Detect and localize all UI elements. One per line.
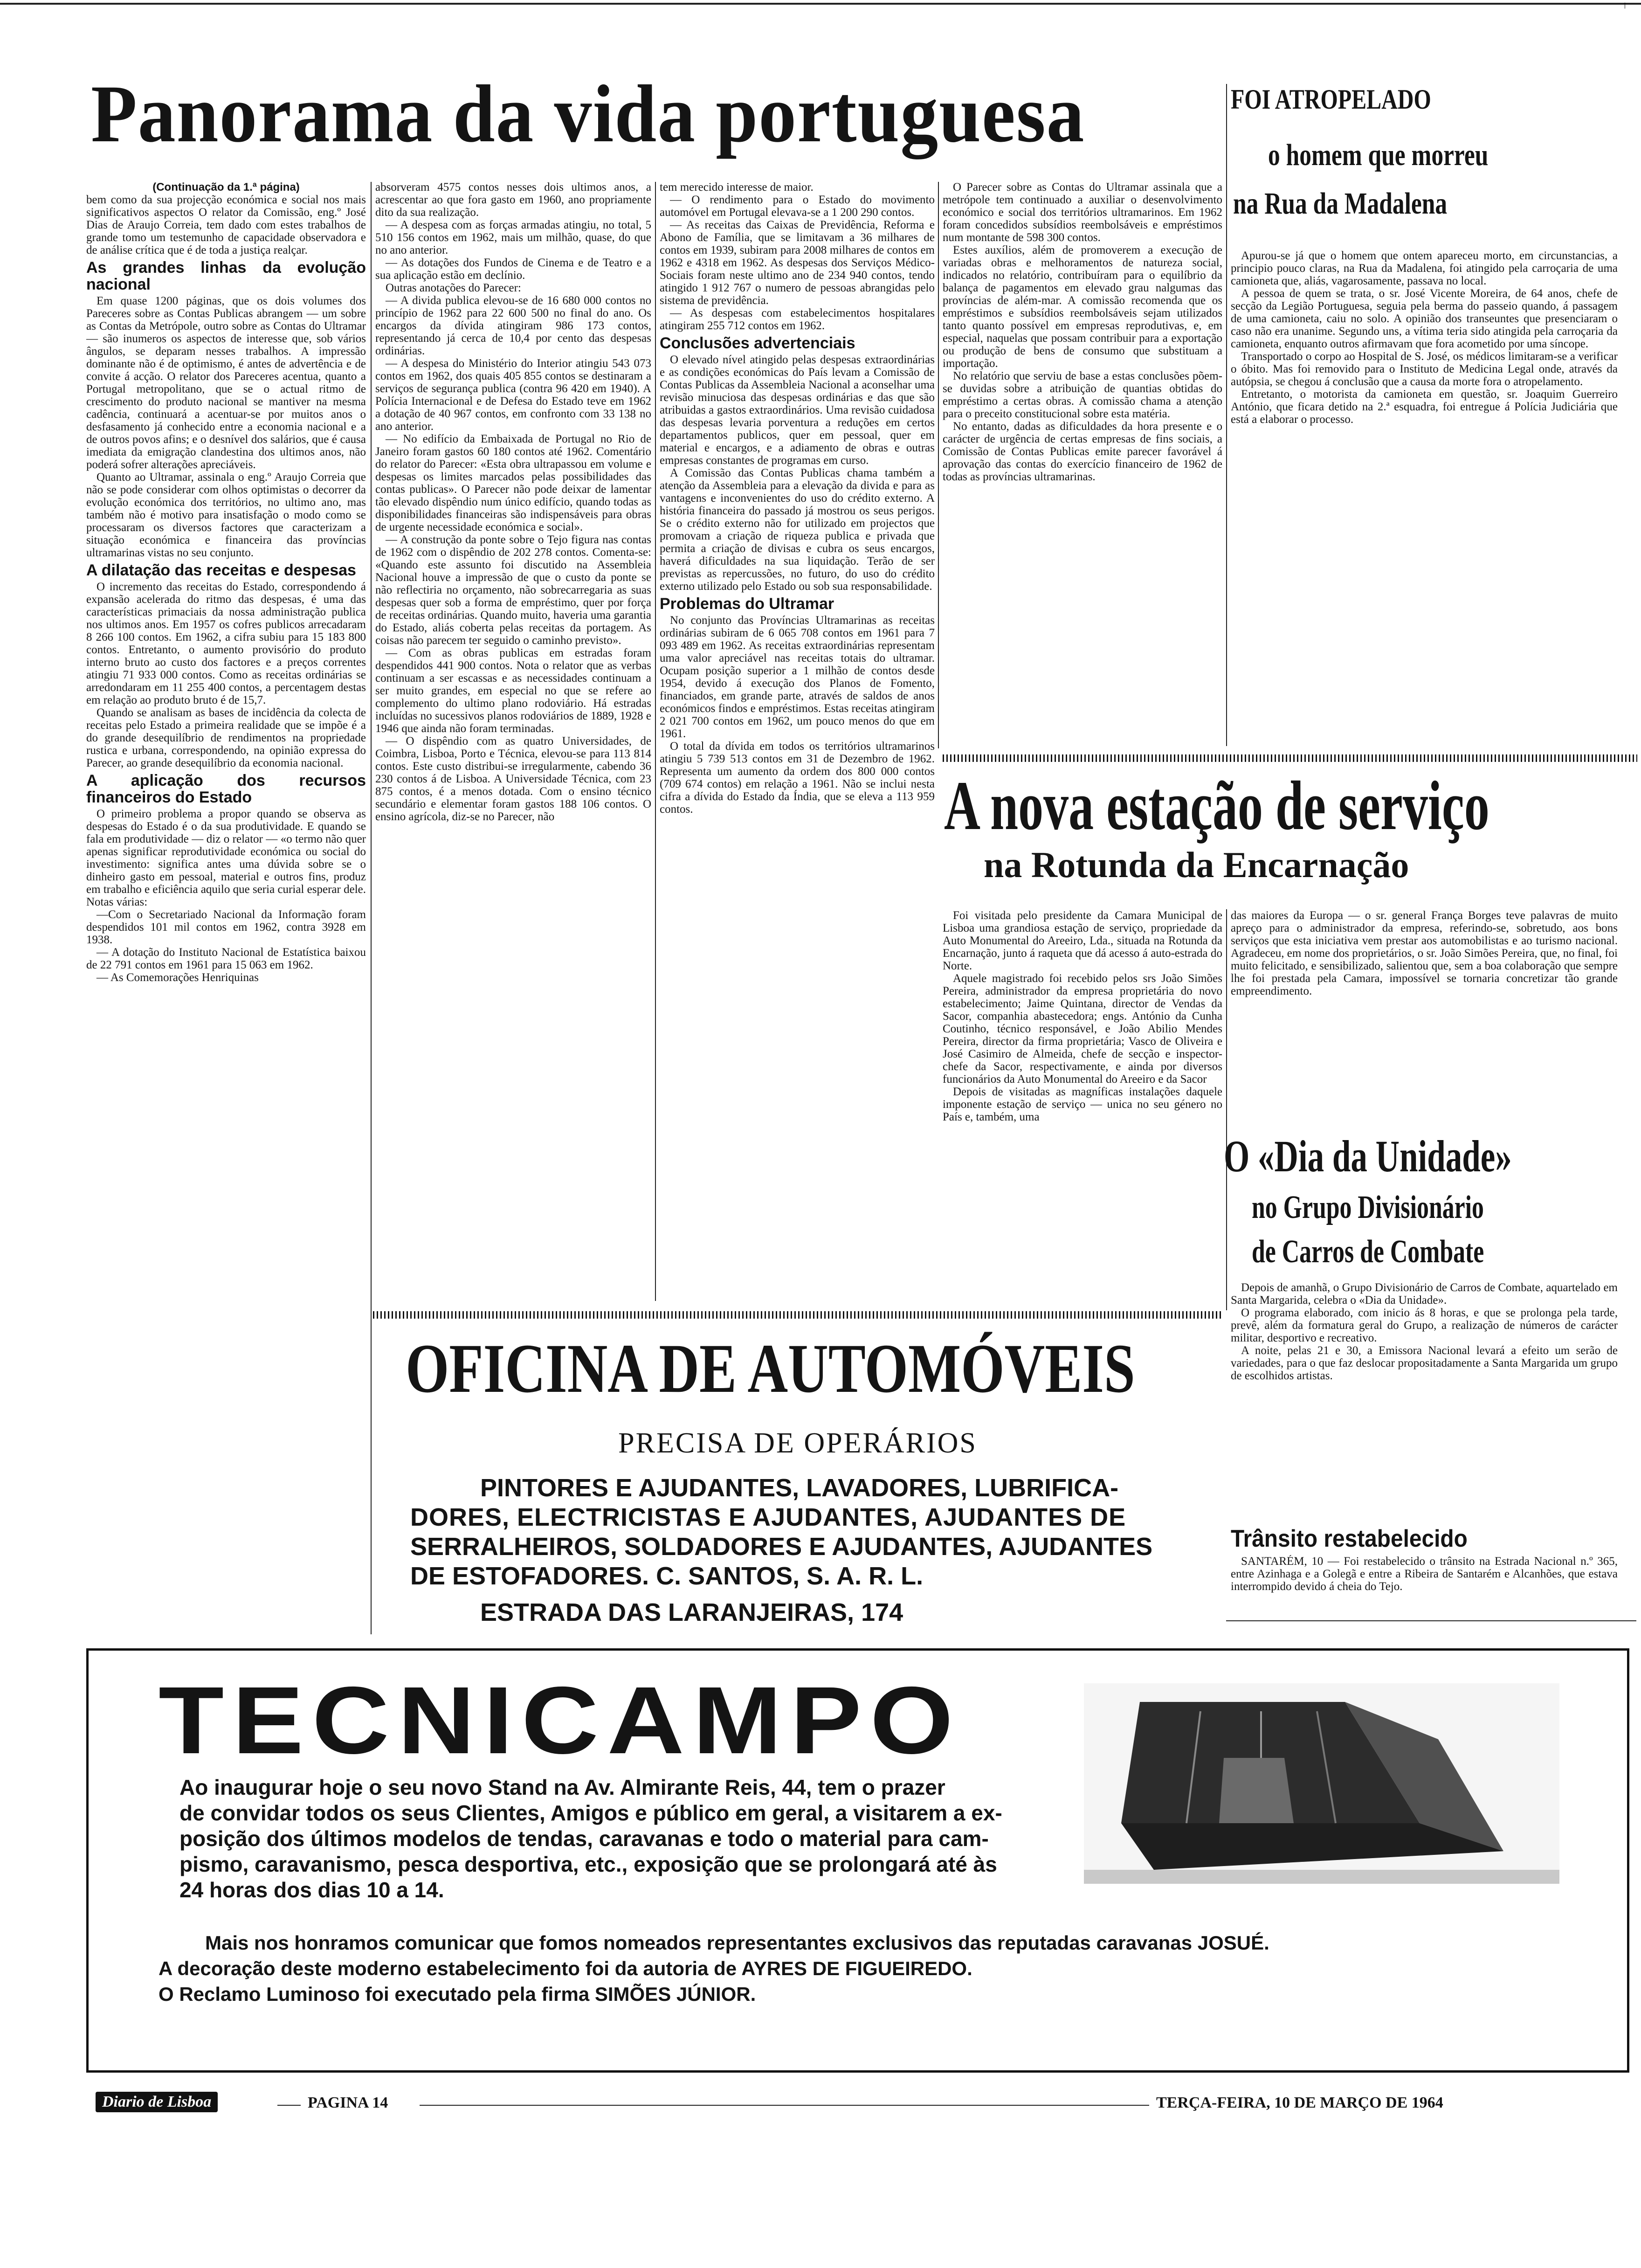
paragraph: No relatório que serviu de base a estas conclusões põem-se duvidas sobre a atribuição de quantias obtidas do empréstimo a certas obras. A comissão chama a atenção para o preceito constitucional sobre esta matéria. [943, 370, 1222, 420]
paragraph: Apurou-se já que o homem que ontem apareceu morto, em circunstancias, a principio pouco claras, na Rua da Madalena, foi atingido pela carroçaria de uma camioneta que, aliás, vagarosamente, passava no local. [1231, 249, 1618, 287]
paragraph: A noite, pelas 21 e 30, a Emissora Nacional levará a efeito um serão de variedades, para o que faz deslocar propositadamente a Santa Margarida um grupo de escolhidos artistas. [1231, 1344, 1618, 1382]
tecnicampo-line: Ao inaugurar hoje o seu novo Stand na Av. Almirante Reis, 44, tem o prazer [179, 1775, 945, 1799]
top-corner-mark: ↑ [1622, 0, 1627, 11]
side-headline-1: FOI ATROPELADO [1231, 84, 1431, 115]
paragraph: No conjunto das Províncias Ultramarinas as receitas ordinárias subiram de 6 065 708 contos em 1961 para 7 093 489 em 1962. As receitas extraordinárias representam uma valor apreciável nas receitas totais do ultramar. Ocupam posição superior a 1 milhão de contos desde 1954, devido á execução dos Planos de Fomento, financiados, em grande parte, através de saldos de anos económicos findos e empréstimos. Estas receitas atingiram 2 021 700 contos em 1962, um pouco menos do que em 1961. [660, 614, 935, 740]
footer-rule [420, 2105, 1149, 2106]
tecnicampo-line: 24 horas dos dias 10 a 14. [179, 1878, 444, 1902]
tent-image [1084, 1683, 1559, 1884]
paragraph: — O dispêndio com as quatro Universidades, de Coimbra, Lisboa, Porto e Técnica, elevou-se para 113 814 contos. Este custo distribui-se irregularmente, cabendo 36 230 contos á de Lisboa. A Universidade Técnica, com 23 875 contos, é a menos dotada. Com o ensino técnico secundário e elementar foram gastos 188 106 contos. O ensino agrícola, diz-se no Parecer, não [375, 735, 651, 823]
paragraph: — A despesa com as forças armadas atingiu, no total, 5 510 156 contos em 1962, mais um milhão, quase, do que no ano anterior. [375, 219, 651, 256]
paragraph: Em quase 1200 páginas, que os dois volumes dos Pareceres sobre as Contas Publicas abrangem — um sobre as Contas da Metrópole, outro sobre as Contas do Ultramar — são inumeros os aspectos de interesse que, sob vários ângulos, se deparam nesses trabalhos. A impressão dominante não é de optimismo, é antes de advertência e de convite á acção. O relator dos Pareceres acentua, quanto a Portugal metropolitano, que se o actual ritmo de crescimento do produto nacional se mantiver na mesma cadência, continuará a acentuar-se por muitos anos o desfasamento já conhecido entre a economia nacional e a de outros povos afins; e o desnível dos salários, que é causa imediata da emigração clandestina dos ultimos anos, não poderá sofrer alterações apreciáveis. [86, 295, 366, 471]
paragraph: Depois de visitadas as magníficas instalações daquele imponente estação de serviço — unica no seu género no País e, também, uma [943, 1086, 1222, 1123]
page-headline: Panorama da vida portuguesa [91, 69, 1085, 159]
oficina-ad [373, 1320, 1222, 1641]
footer-rule [277, 2105, 301, 2106]
article-column-2 [375, 181, 651, 1295]
column-rule [371, 182, 372, 1634]
tecnicampo-title: TECNICAMPO [159, 1667, 962, 1774]
column-rule [1226, 909, 1227, 1310]
paragraph: Estes auxílios, além de promoverem a execução de variadas obras e melhoramentos de natureza social, indicados no relatório, contribuíram para o equilíbrio da balança de pagamentos em elevado grau nalgumas das províncias de além-mar. A comissão recomenda que os empréstimos e subsídios reembolsáveis sejam utilizados tanto quanto possível em empresas reprodutivas, e, em especial, naquelas que possam contribuir para a exportação ou produção de bens de consumo que substituam a importação. [943, 244, 1222, 370]
oficina-line: PINTORES E AJUDANTES, LAVADORES, LUBRIFICA- [480, 1474, 1119, 1502]
paragraph: — A divida publica elevou-se de 16 680 000 contos no princípio de 1962 para 22 600 500 no final do ano. Os encargos da dívida atingiram 986 173 contos, representando já cerca de 10,4 por cento das despesas ordinárias. [375, 294, 651, 357]
article-column-1 [86, 181, 366, 1636]
oficina-line: DORES, ELECTRICISTAS E AJUDANTES, AJUDANTES DE [410, 1503, 1126, 1531]
paragraph: — As Comemorações Henriquinas [97, 971, 259, 984]
subheading: As grandes linhas da evolução nacional [86, 259, 366, 293]
oficina-title: OFICINA DE AUTOMÓVEIS [406, 1330, 1135, 1407]
paragraph: — As despesas com estabelecimentos hospitalares atingiram 255 712 contos em 1962. [660, 307, 935, 332]
paragraph: Quando se analisam as bases de incidência da colecta de receitas pelo Estado a primeira realidade que se impõe é a do grande desequilíbrio de rendimentos na propriedade rustica e urbana, correspondendo, na opinião expressa do Parecer, ao grande desequilíbrio da economia nacional. [86, 706, 366, 769]
tecnicampo-ad [86, 1648, 1629, 2073]
paragraph: — Com as obras publicas em estradas foram despendidos 441 900 contos. Nota o relator que as verbas continuam a ser escassas e as necessidades continuam a ser muito grandes, em especial no que se refere ao complemento do ultimo plano rodoviário. Há estradas incluídas no sucessivos planos rodoviários de 1889, 1928 e 1946 que ainda não foram terminadas. [375, 647, 651, 735]
paragraph: Entretanto, o motorista da camioneta em questão, sr. Joaquim Guerreiro António, que ficara detido na 2.ª esquadra, foi entregue á Polícia Judiciária que está a elaborar o processo. [1231, 388, 1618, 426]
estacao-headline: A nova estação de serviço [944, 767, 1489, 844]
subheading: Problemas do Ultramar [660, 595, 834, 613]
transito-headline: Trânsito restabelecido [1231, 1525, 1468, 1552]
paragraph: A Comissão das Contas Publicas chama também a atenção da Assembleia para a elevação da divida e para as vantagens e inconvenientes do uso do crédito externo. A história financeira do passado já mostrou os seus perigos. Se o crédito externo não for utilizado em projectos que promovam a criação de riqueza publica e privada que permita a criação de divisas e cubra os seus encargos, haverá dificuldades na sua liquidação. Terão de ser previstas as repercussões, no futuro, do uso do crédito externo utilizado pelo Estado ou sob sua responsabilidade. [660, 467, 935, 593]
top-rule [0, 3, 1641, 5]
paragraph: Transportado o corpo ao Hospital de S. José, os médicos limitaram-se a verificar o óbito. Mas foi removido para o Instituto de Medicina Legal onde, através da autópsia, se chegou á conclusão que a causa da morte fora o atropelamento. [1231, 350, 1618, 388]
decorative-stripe [373, 1311, 1222, 1319]
unidade-headline: O «Dia da Unidade» [1224, 1131, 1512, 1181]
side-article [1231, 249, 1618, 748]
column-rule [655, 182, 656, 1301]
tecnicampo-line: O Reclamo Luminoso foi executado pela firma SIMÕES JÚNIOR. [159, 1983, 756, 2005]
paragraph: bem como da sua projecção económica e social nos mais significativos aspectos O relator da Comissão, eng.º José Dias de Araujo Correia, tem dado com estes trabalhos de grande tomo um testemunho de capacidade observadora e de análise crítica que é de toda a justiça realçar. [86, 194, 366, 256]
column-rule [938, 182, 939, 748]
section-rule [1226, 1620, 1636, 1621]
tecnicampo-line: de convidar todos os seus Clientes, Amigos e público em geral, a visitarem a ex- [179, 1801, 1002, 1825]
oficina-subtitle: PRECISA DE OPERÁRIOS [618, 1427, 977, 1459]
paragraph: No entanto, dadas as dificuldades da hora presente e o carácter de urgência de certas empresas de fins sociais, a Comissão de Contas Publicas emite parecer favorável á aprovação das contas do exercício financeiro de 1962 de todas as províncias ultramarinas. [943, 420, 1222, 483]
unidade-article [1231, 1281, 1618, 1524]
paragraph: O primeiro problema a propor quando se observa as despesas do Estado é o da sua produtividade. E quando se fala em produtividade — diz o relator — «o termo não quer apenas significar reprodutividade económica ou social do investimento: significa antes uma dúvida sobre se o dinheiro gasto em pessoal, material e outros fins, produz em trabalho e eficiência aquilo que seria curial esperar dele. Notas várias: [86, 808, 366, 908]
tecnicampo-line: Mais nos honramos comunicar que fomos nomeados representantes exclusivos das reputadas caravanas JOSUÉ. [205, 1932, 1269, 1954]
estacao-column-2 [1231, 909, 1618, 1128]
paragraph: Aquele magistrado foi recebido pelos srs João Simões Pereira, administrador da empresa proprietária do novo estabelecimento; Jaime Quintana, director de Vendas da Sacor, companhia abastecedora; engs. António da Cunha Coutinho, técnico responsável, e João Abilio Mendes Pereira, director da firma proprietária; Vasco de Oliveira e José Casimiro de Almeida, chefe de secção e inspector-chefe da Sacor, respectivamente, e ainda por diversos funcionários da Auto Monumental do Areeiro e da Sacor [943, 972, 1222, 1086]
paragraph: Outras anotações do Parecer: [386, 282, 521, 294]
article-column-4 [943, 181, 1222, 747]
paragraph: SANTARÉM, 10 — Foi restabelecido o trânsito na Estrada Nacional n.º 365, entre Azinhaga e a Golegã e entre a Ribeira de Santarém e Alcanhões, que estava interrompido devido á cheia do Tejo. [1231, 1555, 1618, 1593]
tent-photo [1084, 1683, 1559, 1884]
paragraph: Depois de amanhã, o Grupo Divisionário de Carros de Combate, aquartelado em Santa Margarida, celebra o «Dia da Unidade». [1231, 1281, 1618, 1307]
oficina-line: DE ESTOFADORES. C. SANTOS, S. A. R. L. [410, 1562, 924, 1590]
paragraph: —Com o Secretariado Nacional da Informação foram despendidos 101 mil contos em 1962, contra 3928 em 1938. [86, 908, 366, 946]
paragraph: — As dotações dos Fundos de Cinema e de Teatro e a sua aplicação estão em declínio. [375, 256, 651, 282]
estacao-subheadline: na Rotunda da Encarnação [984, 844, 1409, 885]
subheading: Conclusões advertenciais [660, 334, 855, 352]
estacao-column-1 [943, 909, 1222, 1310]
decorative-stripe [943, 754, 1637, 762]
oficina-line: SERRALHEIROS, SOLDADORES E AJUDANTES, AJUDANTES [410, 1533, 1153, 1561]
paragraph: O elevado nível atingido pelas despesas extraordinárias e as condições económicas do País levam a Comissão de Contas Publicas da Assembleia Nacional a aconselhar uma revisão minuciosa das despesas ordinárias e das que são atribuidas a gastos extraordinários. Uma revisão cuidadosa das despesas levaria porventura a reduções em certos departamentos publicos, quer em pessoal, quer em material e encargos, e a adiamento de obras e outras empresas constantes de programas em curso. [660, 353, 935, 467]
paragraph: Quanto ao Ultramar, assinala o eng.º Araujo Correia que não se pode considerar com olhos optimistas o decorrer da evolução económica dos territórios, no ultimo ano, mas também não é motivo para insatisfação o modo como se processaram os diversos factores que caracterizam a situação económica e financeira das províncias ultramarinas vistas no seu conjunto. [86, 471, 366, 559]
paragraph: tem merecido interesse de maior. [660, 181, 814, 194]
paragraph: — No edifício da Embaixada de Portugal no Rio de Janeiro foram gastos 60 180 contos até 1962. Comentário do relator do Parecer: «Esta obra ultrapassou em volume e despesas os limites marcados pelas possibilidades das contas publicas». O Parecer não pode deixar de lamentar tão elevado dispêndio num único edifício, quando todas as disponibilidades financeiras são indispensáveis para obras de urgente necessidade económica e social». [375, 433, 651, 533]
tecnicampo-line: pismo, caravanismo, pesca desportiva, etc., exposição que se prolongará até às [179, 1852, 997, 1876]
paragraph: — A despesa do Ministério do Interior atingiu 543 073 contos em 1962, dos quais 405 855 contos se destinaram a serviços de segurança publica (contra 96 420 em 1940). A Polícia Internacional e de Defesa do Estado teve em 1962 a dotação de 40 967 contos, em confronto com 33 138 no ano anterior. [375, 357, 651, 433]
tecnicampo-line: posição dos últimos modelos de tendas, caravanas e todo o material para cam- [179, 1826, 989, 1851]
paragraph: O incremento das receitas do Estado, correspondendo á expansão acelerada do ritmo das despesas, é uma das características primaciais da nossa administração publica nos ultimos anos. Em 1957 os cofres publicos arrecadaram 8 266 100 contos. Em 1962, a cifra subiu para 15 183 800 contos. Entretanto, o aumento provisório do produto interno bruto ao custo dos factores e a preços correntes atingiu 71 933 000 contos. Como as receitas ordinárias se arredondaram em 11 255 400 contos, a percentagem destas em relação ao produto bruto é de 15,7. [86, 581, 366, 706]
tecnicampo-line: A decoração deste moderno estabelecimento foi da autoria de AYRES DE FIGUEIREDO. [159, 1957, 972, 1979]
subheading: A aplicação dos recursos financeiros do Estado [86, 772, 366, 806]
footer-logo: Diario de Lisboa [96, 2092, 218, 2112]
paragraph: O programa elaborado, com inicio ás 8 horas, e que se prolonga pela tarde, prevê, além da formatura geral do Grupo, a realização de números de carácter militar, desportivo e recreativo. [1231, 1307, 1618, 1344]
continuation-kicker: (Continuação da 1.ª página) [152, 181, 300, 194]
unidade-subheadline-2: de Carros de Combate [1252, 1234, 1484, 1270]
paragraph: — O rendimento para o Estado do movimento automóvel em Portugal elevava-se a 1 200 290 contos. [660, 194, 935, 219]
paragraph: — A dotação do Instituto Nacional de Estatística baixou de 22 791 contos em 1961 para 15 063 em 1962. [86, 946, 366, 971]
paragraph: Foi visitada pelo presidente da Camara Municipal de Lisboa uma grandiosa estação de serviço, propriedade da Auto Monumental do Areeiro, Lda., situada na Rotunda da Encarnação, junto á raqueta que dá acesso á auto-estrada do Norte. [943, 909, 1222, 972]
side-headline-2: o homem que morreu [1268, 138, 1489, 172]
paragraph: O Parecer sobre as Contas do Ultramar assinala que a metrópole tem continuado a auxiliar o desenvolvimento económico e social dos territórios ultramarinos. Em 1962 foram concedidos subsídios reembolsáveis e empréstimos num montante de 598 300 contos. [943, 181, 1222, 244]
paragraph: A pessoa de quem se trata, o sr. José Vicente Moreira, de 64 anos, chefe de secção da Legião Portuguesa, seguia pela berma do passeio quando, á passagem de uma camioneta, caiu no solo. A opinião dos transeuntes que presenciaram o caso não era unanime. Segundo uns, a vítima teria sido atingida pela carroçaria da camioneta, enquanto outros afirmavam que fora acometido por uma síncope. [1231, 287, 1618, 350]
footer-date: TERÇA-FEIRA, 10 DE MARÇO DE 1964 [1156, 2094, 1443, 2111]
paragraph: — A construção da ponte sobre o Tejo figura nas contas de 1962 com o dispêndio de 202 278 contos. Comenta-se: «Quando este assunto foi discutido na Assembleia Nacional houve a impressão de que o custo da ponte se não reflectiria no orçamento, não sobrecarregaria as suas despesas quer sob a forma de empréstimo, quer por força de receitas ordinárias. Quando muito, haveria uma garantia do Estado, aliás coberta pelas receitas da portagem. As coisas não parecem ter seguido o caminho previsto». [375, 533, 651, 647]
footer-page-number: PAGINA 14 [308, 2094, 388, 2111]
side-headline-3: na Rua da Madalena [1233, 187, 1448, 221]
article-column-3 [660, 181, 935, 1295]
transito-article [1231, 1555, 1618, 1620]
paragraph: — As receitas das Caixas de Previdência, Reforma e Abono de Família, que se limitavam a 36 milhares de contos em 1939, subiram para 2008 milhares de contos em 1962 e 4318 em 1962. As despesas dos Serviços Médico-Sociais foram neste ultimo ano de 234 940 contos, tendo atingido 1 912 767 o numero de pessoas abrangidas pelo sistema de previdência. [660, 219, 935, 307]
column-rule [1226, 84, 1227, 746]
oficina-address: ESTRADA DAS LARANJEIRAS, 174 [480, 1598, 903, 1626]
paragraph: absorveram 4575 contos nesses dois ultimos anos, a acrescentar ao que fora gasto em 1960, ano propriamente dito da sua realização. [375, 181, 651, 219]
paragraph: O total da dívida em todos os territórios ultramarinos atingiu 5 739 513 contos em 31 de Dezembro de 1962. Representa um aumento da ordem dos 800 000 contos (709 674 contos) em relação a 1961. Não se inclui nesta cifra a dívida do Estado da Índia, que se eleva a 113 959 contos. [660, 740, 935, 816]
subheading: A dilatação das receitas e despesas [86, 561, 356, 579]
unidade-subheadline-1: no Grupo Divisionário [1252, 1189, 1484, 1225]
paragraph: das maiores da Europa — o sr. general França Borges teve palavras de muito apreço para o administrador da empresa, referindo-se, sobretudo, aos bons serviços que esta iniciativa vem prestar aos automobilistas e ao turismo nacional. Agradeceu, em nome dos proprietários, o sr. João Simões Pereira, que, no final, foi muito felicitado, e sensibilizado, salientou que, sem a boa colaboração que sempre lhe foi prestada pela Camara, impossível se tornaria concretizar tão grande empreendimento. [1231, 909, 1618, 997]
